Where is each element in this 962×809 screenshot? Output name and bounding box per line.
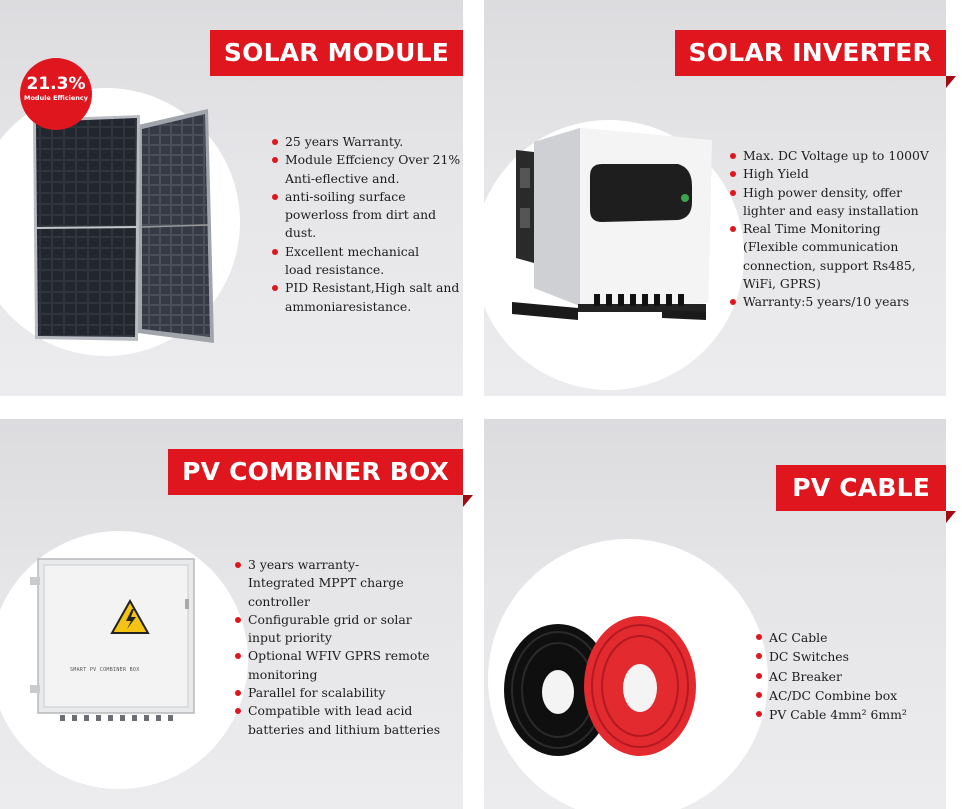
solar-inverter-image bbox=[502, 128, 712, 323]
feature-item bbox=[728, 220, 929, 293]
title-fold-shadow bbox=[463, 495, 473, 507]
feature-item bbox=[270, 151, 463, 188]
feature-text: AC Cable bbox=[769, 630, 828, 645]
pv-combiner-card bbox=[0, 419, 463, 809]
feature-text: Integrated MPPT charge controller bbox=[248, 575, 404, 609]
feature-text: powerloss from dirt and dust. bbox=[285, 207, 437, 241]
title-fold-shadow bbox=[946, 76, 956, 88]
solar-module-features bbox=[270, 133, 463, 316]
feature-text: Configurable grid or solar bbox=[248, 611, 412, 627]
feature-text: Real Time Monitoring bbox=[743, 221, 881, 237]
solar-module-title bbox=[210, 30, 463, 76]
feature-text: Optional WFIV GPRS remote bbox=[248, 648, 430, 664]
feature-text: monitoring bbox=[248, 666, 318, 682]
feature-item bbox=[754, 686, 907, 705]
efficiency-badge bbox=[20, 58, 92, 130]
feature-item bbox=[270, 243, 463, 280]
feature-item bbox=[233, 556, 463, 611]
pv-cable-card bbox=[484, 419, 946, 809]
feature-item bbox=[728, 184, 929, 221]
feature-text: load resistance. bbox=[285, 262, 385, 278]
feature-item bbox=[728, 165, 929, 183]
feature-item bbox=[728, 293, 929, 311]
feature-item bbox=[270, 133, 463, 151]
feature-text: High Yield bbox=[743, 166, 809, 182]
feature-text: Anti-eflective and. bbox=[285, 170, 400, 186]
feature-item bbox=[233, 702, 463, 739]
pv-cable-features bbox=[754, 628, 907, 724]
feature-text: Module Effciency Over 21% bbox=[285, 152, 461, 168]
feature-item bbox=[754, 647, 907, 666]
efficiency-badge-caption: Module Efficiency bbox=[23, 94, 88, 102]
feature-text: lighter and easy installation bbox=[743, 202, 919, 218]
feature-item bbox=[233, 684, 463, 702]
title-fold-shadow bbox=[946, 511, 956, 523]
feature-text: Parallel for scalability bbox=[248, 685, 386, 701]
pv-cable-title bbox=[776, 465, 946, 511]
pv-combiner-title bbox=[168, 449, 463, 495]
feature-text: PID Resistant,High salt and bbox=[285, 280, 460, 296]
solar-panel-image bbox=[28, 105, 218, 350]
pv-combiner-features bbox=[233, 556, 463, 739]
feature-item bbox=[270, 188, 463, 243]
feature-text: AC Breaker bbox=[769, 668, 842, 684]
pv-combiner-title-text: PV COMBINER BOX bbox=[182, 457, 449, 486]
feature-text: input priority bbox=[248, 630, 332, 646]
feature-text: ammoniaresistance. bbox=[285, 298, 412, 314]
feature-item bbox=[754, 705, 907, 724]
feature-item bbox=[233, 647, 463, 684]
feature-text: AC/DC Combine box bbox=[769, 687, 898, 703]
feature-text: 25 years Warranty. bbox=[285, 134, 404, 149]
pv-cable-image bbox=[498, 614, 718, 764]
feature-text: connection, support Rs485, bbox=[743, 257, 916, 273]
feature-item bbox=[754, 667, 907, 686]
feature-text: 3 years warranty- bbox=[248, 557, 360, 572]
feature-text: (Flexible communication bbox=[743, 239, 899, 255]
feature-text: Compatible with lead acid bbox=[248, 703, 413, 719]
solar-inverter-features bbox=[728, 147, 929, 312]
feature-item bbox=[728, 147, 929, 165]
solar-inverter-title bbox=[675, 30, 946, 76]
feature-text: anti-soiling surface bbox=[285, 188, 406, 204]
efficiency-badge-value: 21.3% bbox=[26, 74, 86, 94]
solar-module-card bbox=[0, 0, 463, 396]
solar-inverter-title-text: SOLAR INVERTER bbox=[688, 38, 932, 67]
combiner-box-image bbox=[30, 559, 210, 729]
feature-text: Excellent mechanical bbox=[285, 243, 420, 259]
combiner-box-label: SMART PV COMBINER BOX bbox=[70, 667, 140, 673]
feature-text: Max. DC Voltage up to 1000V bbox=[743, 148, 929, 163]
pv-cable-title-text: PV CABLE bbox=[792, 473, 930, 502]
feature-text: DC Switches bbox=[769, 649, 850, 665]
solar-inverter-card bbox=[484, 0, 946, 396]
feature-text: WiFi, GPRS) bbox=[743, 276, 821, 292]
feature-item bbox=[754, 628, 907, 647]
feature-text: High power density, offer bbox=[743, 184, 903, 200]
solar-module-title-text: SOLAR MODULE bbox=[223, 38, 449, 67]
feature-text: Warranty:5 years/10 years bbox=[743, 294, 910, 310]
feature-text: batteries and lithium batteries bbox=[248, 721, 441, 737]
feature-text: PV Cable 4mm² 6mm² bbox=[769, 707, 907, 723]
feature-item bbox=[270, 279, 463, 316]
feature-item bbox=[233, 611, 463, 648]
